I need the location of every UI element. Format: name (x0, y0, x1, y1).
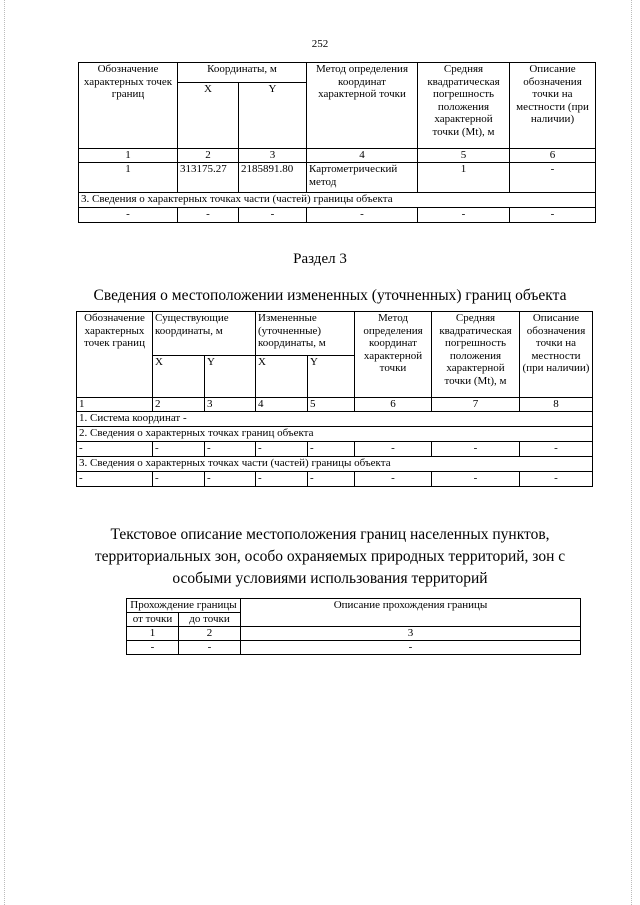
col-number: 6 (355, 398, 432, 412)
table-cell: - (355, 442, 432, 457)
col-number: 3 (239, 149, 307, 163)
table-cell: - (308, 472, 355, 487)
table-cell: - (79, 208, 178, 223)
header-existing-coordinates: Существующие координаты, м (153, 312, 256, 356)
table-cell: - (179, 641, 241, 655)
right-edge-scan-marks (631, 0, 634, 905)
table-cell: - (77, 472, 153, 487)
page-number: 252 (311, 38, 329, 50)
header-designation: Обозначение характерных точек границ (77, 312, 153, 398)
table-cell: - (205, 472, 256, 487)
text-description-heading: Текстовое описание местоположения границ населенных пунктов, территориальных зон, особо охраняемых природных территорий, зон с особыми условиями использования территорий (94, 526, 566, 587)
table-cell: 2185891.80 (239, 163, 307, 193)
section-row: 3. Сведения о характерных точках части (частей) границы объекта (79, 193, 596, 208)
table-cell: - (520, 442, 593, 457)
section-row: 1. Система координат - (77, 412, 593, 427)
col-number: 6 (510, 149, 596, 163)
table-cell: - (256, 442, 308, 457)
points-table (78, 62, 596, 223)
header-passage: Прохождение границы (127, 599, 241, 613)
table-cell: - (256, 472, 308, 487)
header-x: X (153, 356, 205, 398)
table-cell: - (307, 208, 418, 223)
table-cell: - (77, 442, 153, 457)
header-y: Y (308, 356, 355, 398)
section-row: 2. Сведения о характерных точках границ объекта (77, 427, 593, 442)
table-cell: 1 (79, 163, 178, 193)
header-method: Метод определения координат характерной точки (355, 312, 432, 398)
header-error: Средняя квадратическая погрешность положения характерной точки (Mt), м (432, 312, 520, 398)
header-description: Описание обозначения точки на местности (при наличии) (520, 312, 593, 398)
table-cell: - (153, 472, 205, 487)
table-cell: - (308, 442, 355, 457)
col-number: 4 (307, 149, 418, 163)
col-number: 5 (418, 149, 510, 163)
table-cell: Картометрический метод (307, 163, 418, 193)
header-x: X (256, 356, 308, 398)
col-number: 8 (520, 398, 593, 412)
col-number: 2 (178, 149, 239, 163)
header-y: Y (239, 83, 307, 149)
col-number: 1 (127, 627, 179, 641)
table-cell: - (520, 472, 593, 487)
col-number: 3 (241, 627, 581, 641)
table-cell: - (239, 208, 307, 223)
table-cell: 1 (418, 163, 510, 193)
header-x: X (178, 83, 239, 149)
table-cell: - (355, 472, 432, 487)
section-subtitle: Сведения о местоположении измененных (уточненных) границ объекта (93, 287, 567, 304)
table-cell: - (178, 208, 239, 223)
changed-boundaries-table (76, 311, 593, 487)
header-designation: Обозначение характерных точек границ (79, 63, 178, 149)
col-number: 4 (256, 398, 308, 412)
table-cell: - (510, 208, 596, 223)
table-cell: - (241, 641, 581, 655)
col-number: 2 (179, 627, 241, 641)
table-cell: - (418, 208, 510, 223)
header-passage-description: Описание прохождения границы (241, 599, 581, 627)
col-number: 1 (79, 149, 178, 163)
section-row: 3. Сведения о характерных точках части (частей) границы объекта (77, 457, 593, 472)
boundary-passage-table (126, 598, 581, 655)
col-number: 3 (205, 398, 256, 412)
table-cell: 313175.27 (178, 163, 239, 193)
header-method: Метод определения координат характерной точки (307, 63, 418, 149)
table-cell: - (205, 442, 256, 457)
header-from-point: от точки (127, 613, 179, 627)
header-error: Средняя квадратическая погрешность положения характерной точки (Mt), м (418, 63, 510, 149)
header-description: Описание обозначения точки на местности (при наличии) (510, 63, 596, 149)
table-cell: - (510, 163, 596, 193)
header-to-point: до точки (179, 613, 241, 627)
col-number: 5 (308, 398, 355, 412)
table-cell: - (127, 641, 179, 655)
col-number: 2 (153, 398, 205, 412)
header-changed-coordinates: Измененные (уточненные) координаты, м (256, 312, 355, 356)
section-title: Раздел 3 (293, 251, 347, 267)
col-number: 1 (77, 398, 153, 412)
table-cell: - (432, 472, 520, 487)
col-number: 7 (432, 398, 520, 412)
left-edge-scan-marks (4, 0, 7, 905)
header-y: Y (205, 356, 256, 398)
table-cell: - (153, 442, 205, 457)
table-cell: - (432, 442, 520, 457)
header-coordinates: Координаты, м (178, 63, 307, 83)
